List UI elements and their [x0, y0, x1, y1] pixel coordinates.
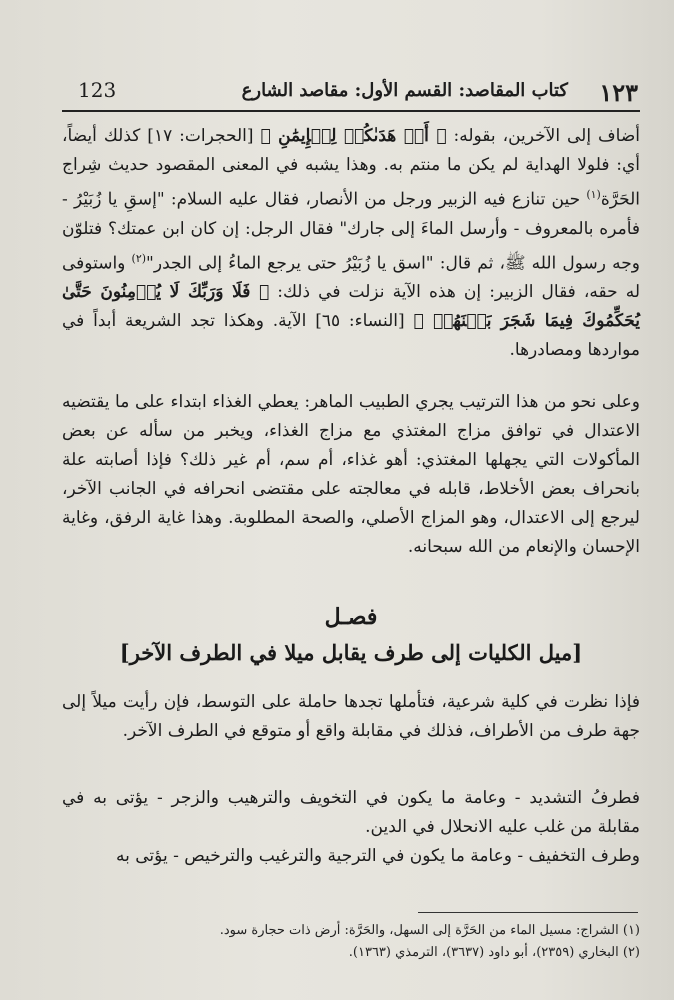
paragraph-5	[62, 842, 640, 871]
p1-text-a: أضاف إلى الآخرين، بقوله:	[446, 126, 640, 146]
p1-text-b: [الحجرات: ١٧] كذلك أيضاً، أي: فلولا الهداية لم يكن ما منتم به. وهذا يشبه في المعنى المقصود حديث شِراج الحَرَّة	[62, 126, 640, 210]
paragraph-2	[62, 388, 640, 562]
footnote-rule	[418, 912, 638, 913]
section-title: [ميل الكليات إلى طرف يقابل ميلا في الطرف الآخر]	[119, 640, 583, 665]
page-number-latin: 123	[78, 78, 117, 102]
footnote-2-number: (٢)	[622, 945, 640, 960]
p3-text: فإذا نظرت في كلية شرعية، فتأملها تجدها حاملة على التوسط، فإن رأيت ميلاً إلى جهة طرف من الأطراف، فذلك في مقابلة واقع أو متوقع في الطرف الآخر.	[62, 692, 640, 741]
p1-text-d: واستوفى له حقه، فقال الزبير: إن هذه الآية نزلت في ذلك:	[62, 253, 640, 303]
section-label: فصـل	[324, 604, 378, 630]
header-rule	[62, 110, 640, 112]
paragraph-4	[62, 784, 640, 842]
paragraph-3	[62, 688, 640, 746]
quran-quote-1: ﴿ أَنۡ هَدَىٰكُمۡ لِلۡإِيمَٰنِ ﴾	[260, 126, 447, 146]
p5-text: وطرف التخفيف - وعامة ما يكون في الترجية والترغيب والترخيص - يؤتى به	[116, 846, 640, 866]
footnote-2-text: البخاري (٢٣٥٩)، أبو داود (٣٦٣٧)، الترمذي (١٣٦٣).	[348, 945, 619, 960]
running-title: كتاب المقاصد: القسم الأول: مقاصد الشارع	[241, 80, 568, 101]
footnote-2	[62, 942, 640, 964]
footnote-1	[62, 920, 640, 942]
p2-text: وعلى نحو من هذا الترتيب يجري الطبيب الماهر: يعطي الغذاء ابتداء على ما يقتضيه الاعتدال في توافق مزاج المغتذي مع مزاج الغذاء، ويخبر من سأله عن بعض المأكولات التي يجهلها المغتذي: أهو غذاء، أم سم، أم غير ذلك؟ فإذا أصابته علة بانحراف بعض الأخلاط، قابله في معالجته على مقتضى انحرافه في الجانب الآخر، ليرجع إلى الاعتدال، وهو المزاج الأصلي، والصحة المطلوبة. وهذا غاية الرفق، وغاية الإحسان والإنعام من الله سبحانه.	[62, 392, 640, 557]
paragraph-1	[62, 122, 640, 365]
p1-text-c: حين تنازع فيه الزبير ورجل من الأنصار، فقال عليه السلام: "إسقِ يا زُبَيْرُ - فأمره بالمعروف - وأرسل الماءَ إلى جارك" فقال الرجل: إن كان ابن عمتك؟ فتلوّن وجه رسول الله ﷺ، ثم قال: "اسق يا زُبَيْرُ حتى يرجع الماءُ إلى الجدر"	[62, 189, 640, 274]
footnote-ref-1[interactable]: (١)	[586, 188, 601, 201]
p4-text: فطرفُ التشديد - وعامة ما يكون في التخويف والترهيب والزجر - يؤتى به في مقابلة من غلب عليه الانحلال في الدين.	[62, 788, 640, 837]
p1-text-e: [النساء: ٦٥] الآية. وهكذا تجد الشريعة أبداً في مواردها ومصادرها.	[62, 311, 640, 361]
quran-quote-2: ﴿ فَلَا وَرَبِّكَ لَا يُؤۡمِنُونَ حَتَّىٰ يُحَكِّمُوكَ فِيمَا شَجَرَ بَيۡنَهُمۡ ﴾	[62, 282, 640, 332]
footnote-1-text: الشراج: مسيل الماء من الحَرَّة إلى السهل، والحَرَّة: أرض ذات حجارة سود.	[219, 923, 619, 938]
footnote-1-number: (١)	[622, 923, 640, 938]
running-header	[62, 74, 638, 108]
footnote-ref-2[interactable]: (٢)	[131, 251, 147, 265]
page-number-arabic: ١٢٣	[599, 78, 638, 107]
